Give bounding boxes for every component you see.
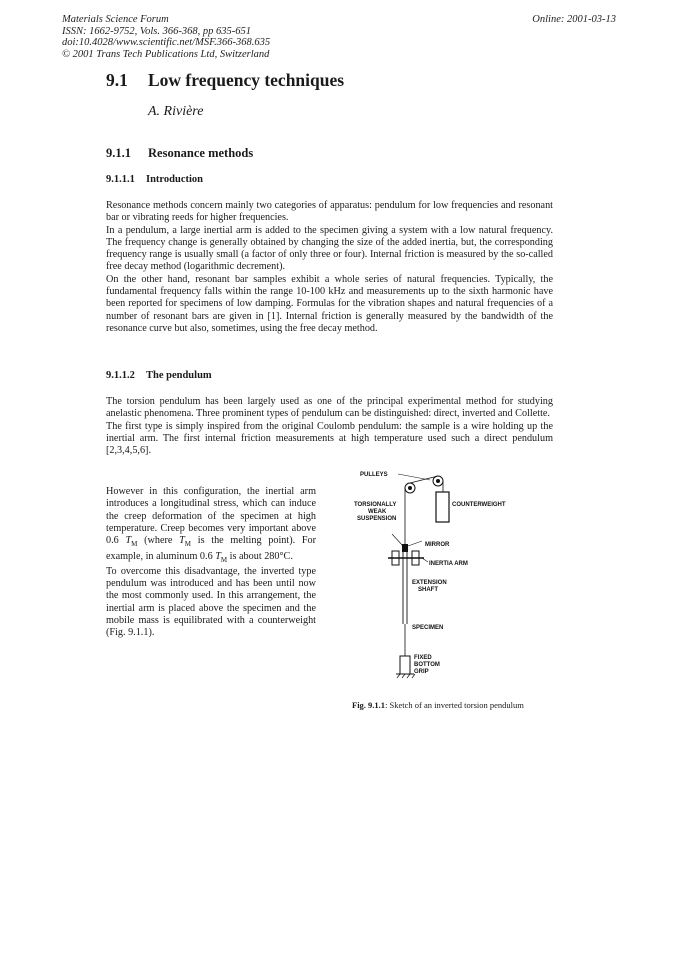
doi-line: doi:10.4028/www.scientific.net/MSF.366-368.635 — [62, 37, 271, 48]
label-pulleys: PULLEYS — [360, 472, 388, 478]
bottom-grip-icon — [400, 656, 410, 674]
intro-number: 9.1.1.1 — [106, 174, 135, 185]
pendulum-title: The pendulum — [146, 370, 212, 381]
pendulum-heading — [106, 370, 212, 381]
label-specimen: SPECIMEN — [412, 625, 444, 631]
intro-body — [106, 200, 553, 335]
intro-title: Introduction — [146, 174, 203, 185]
column-paragraph: However in this configuration, the inertial arm introduces a longitudinal stress, which can induce the creep deformation of the specimen at high temperature. Creep becomes very important above 0.6 $T_M$ (where $T_M$ is the melting point). For example, in aluminum 0.6 $T_M$ is about 280°C. — [106, 486, 317, 564]
section-title: Low frequency techniques — [148, 70, 345, 90]
caption-text: : Sketch of an inverted torsion pendulum — [385, 700, 524, 710]
issn-line: ISSN: 1662-9752, Vols. 366-368, pp 635-651 — [62, 25, 251, 37]
label-fixed: FIXED — [414, 655, 432, 661]
online-date: Online: 2001-03-13 — [532, 14, 616, 25]
column-paragraph: To overcome this disadvantage, the inverted type pendulum was introduced and has been until now the most commonly used. In this arrangement, the inertial arm is placed above the specimen and the mobile mass is equilibrated with a counterweight (Fig. 9.1.1). — [106, 565, 316, 639]
subsection-heading — [106, 146, 253, 161]
author-name: A. Rivière — [148, 104, 204, 119]
intro-paragraph: Resonance methods concern mainly two categories of apparatus: pendulum for low frequencies and resonant bar or vibrating reeds for higher frequencies. — [106, 200, 553, 224]
caption-label: Fig. 9.1.1 — [352, 700, 386, 710]
intro-paragraph: In a pendulum, a large inertial arm is added to the specimen giving a system with a low natural frequency. The frequency change is generally obtained by changing the size of the added inertia, but, the corresponding frequency range is usually small (a factor of only three or four). Internal friction is measured by the so-called free decay method (logarithmic decrement). — [106, 224, 553, 273]
pendulum-paragraph: The first type is simply inspired from the original Coulomb pendulum: the sample is a wire holding up the inertial arm. The first internal friction measurements at high temperature used such a direct pendulum [2,3,4,5,6]. — [106, 420, 553, 457]
counterweight-icon — [436, 492, 449, 522]
pendulum-body — [106, 396, 553, 457]
label-inertia-arm: INERTIA ARM — [429, 561, 468, 567]
figure-caption — [352, 700, 524, 710]
label-fixed: GRIP — [414, 669, 429, 675]
label-torsion: WEAK — [368, 509, 387, 515]
section-number: 9.1 — [106, 70, 128, 90]
label-extension: EXTENSION — [412, 580, 447, 586]
subsection-number: 9.1.1 — [106, 146, 131, 160]
page-header — [62, 14, 616, 60]
label-torsion: TORSIONALLY — [354, 502, 397, 508]
label-counterweight: COUNTERWEIGHT — [452, 502, 506, 508]
pendulum-paragraph: The torsion pendulum has been largely used as one of the principal experimental method for studying anelastic phenomena. Three prominent types of pendulum can be distinguished: direct, inverted and Collette. — [106, 396, 553, 420]
pendulum-number: 9.1.1.2 — [106, 370, 135, 381]
journal-name: Materials Science Forum — [62, 14, 169, 25]
pendulum-figure — [340, 466, 560, 692]
label-extension: SHAFT — [418, 587, 438, 593]
column-text — [106, 486, 316, 640]
label-fixed: BOTTOM — [414, 662, 440, 668]
copyright-line: © 2001 Trans Tech Publications Ltd, Switzerland — [62, 48, 270, 60]
intro-heading — [106, 174, 203, 185]
section-heading — [106, 70, 344, 91]
mirror-icon — [402, 544, 408, 552]
intro-paragraph: On the other hand, resonant bar samples exhibit a whole series of natural frequencies. Typically, the fundamental frequency falls within the range 10-100 kHz and measurements up to the sixth harmonic have been reported for specimens of low damping. Formulas for the vibration shapes and natural frequencies of a number of resonant bars are given in [1]. Internal friction is generally measured by the bandwidth of the resonance curve but also, sometimes, using the free decay method. — [106, 273, 553, 334]
label-torsion: SUSPENSION — [357, 516, 397, 522]
subsection-title: Resonance methods — [148, 146, 254, 160]
label-mirror: MIRROR — [425, 542, 450, 548]
